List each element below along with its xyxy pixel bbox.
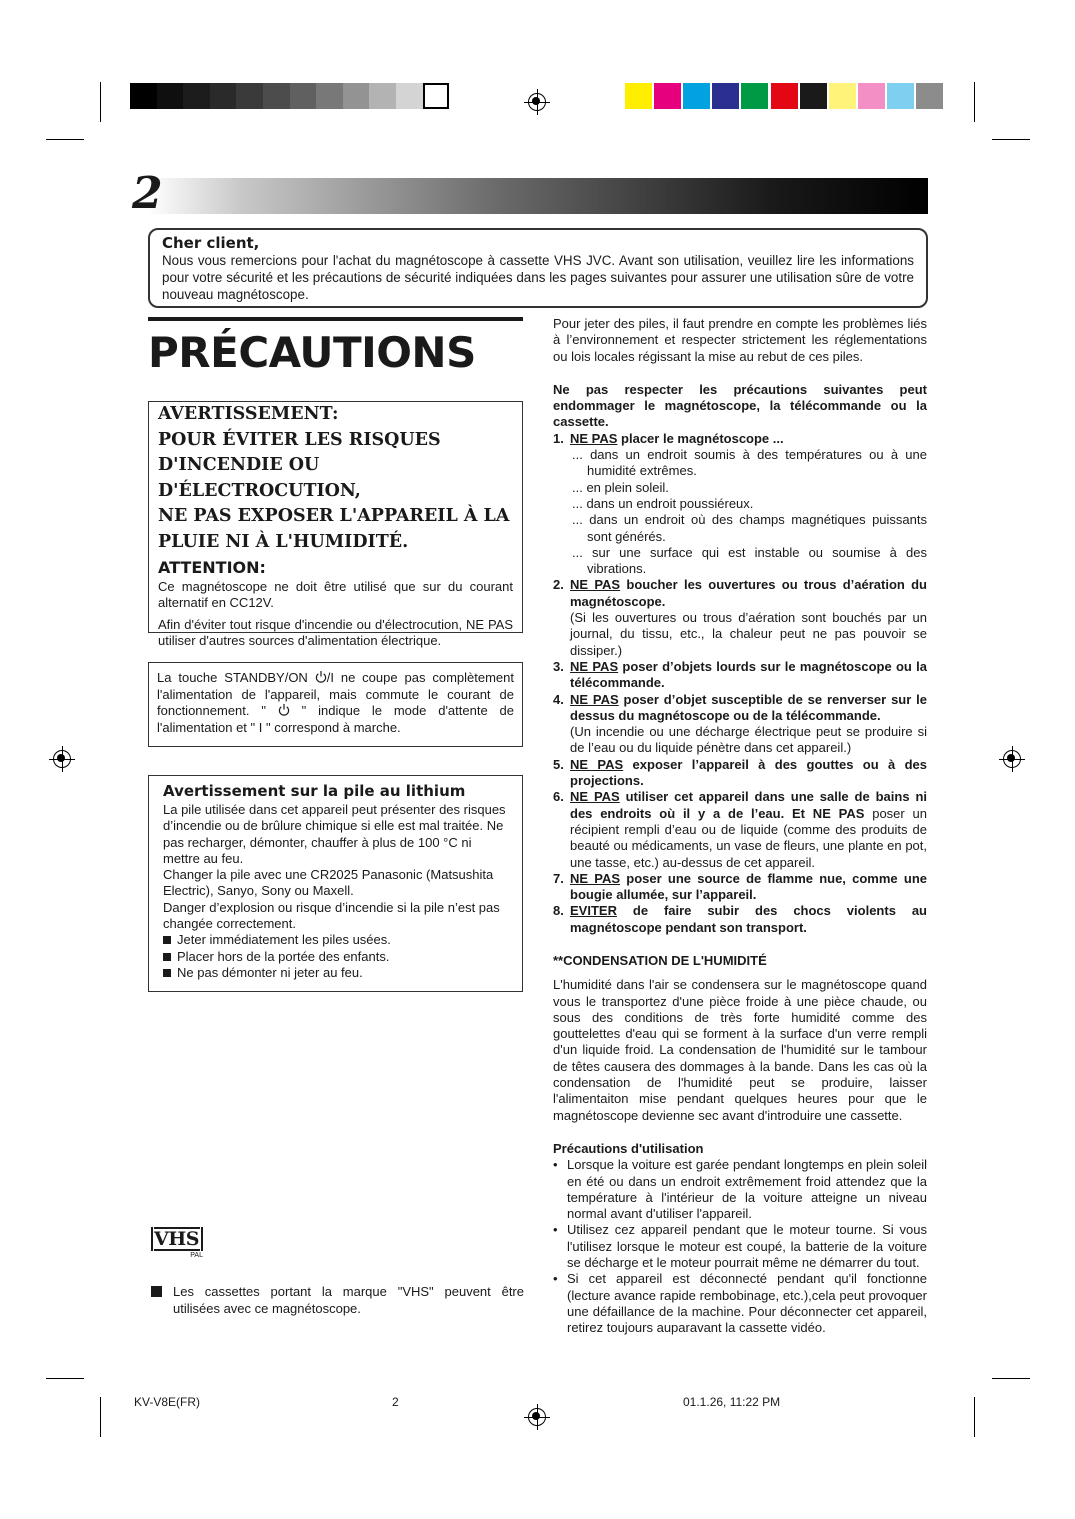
color-swatch [396,83,423,109]
registration-mark-icon [999,746,1025,772]
attention-text: Ce magnétoscope ne doit être utilisé que sur du courant alternatif en CC12V. [158,578,513,610]
color-swatch [741,83,768,109]
warning-box [148,401,523,649]
color-swatch [316,83,343,109]
warning-line: AVERTISSEMENT: [158,404,339,424]
footer-page: 2 [392,1395,399,1409]
ne-pas-label: NE PAS [570,658,619,674]
list-item [553,431,927,447]
ne-pas-label: NE PAS [570,789,620,805]
color-swatch [290,83,317,109]
list-item [553,789,927,870]
lithium-text: Danger d’explosion ou risque d’incendie si la pile n’est pas changée correctement. [163,899,500,932]
page-title: PRÉCAUTIONS [148,328,476,377]
power-icon [315,670,327,683]
bullet-square-icon [163,969,171,977]
vhs-note [151,1283,524,1318]
color-swatch [858,83,885,109]
color-swatch [800,83,827,109]
ne-pas-label: NE PAS [570,870,621,886]
list-item [553,757,927,790]
color-swatch [625,83,652,109]
color-swatch [236,83,263,109]
color-swatch [130,83,157,109]
condensation-text: L'humidité dans l'air se condensera sur le magnétoscope quand vous le transportez d'une pièce froide à une pièce chaude, ou sous des conditions de très forte humidité comme des gouttelettes d'eau qui se forment à la surface d'un verre rempli d'un liquide froid. La condensation de l'humidité sur le tambour de têtes causera des dommages à la bande. Dans les cas où la condensation de l'humidité peut se produire, laisser l'alimentaiton mise pendant quelques heures pour que le magnétoscope devienne sec avant d'introduire une cassette. [553,977,927,1123]
color-swatch [829,83,856,109]
warning-heading [158,402,513,556]
bullet-dot-icon: • [553,1222,558,1238]
list-item [553,903,927,936]
item-number: 3. [553,658,564,674]
color-swatch [210,83,237,109]
list-item-text: Lorsque la voiture est garée pendant longtemps en plein soleil en été ou dans un endroit extrêmement froid attendez que la température à l'intérieur de la voiture atteigne un niveau normal avant d'utiliser l'appareil. [567,1157,927,1222]
bullet-dot-icon: • [553,1271,558,1287]
warning-line: POUR ÉVITER LES RISQUES [158,429,441,450]
footer-file: KV-V8E(FR) [134,1395,201,1409]
color-swatch [157,83,184,109]
item-text: poser une source de flamme nue, comme une bougie allumée, sur l’appareil. [570,870,927,903]
item-note: (Si les ouvertures ou trous d’aération sont bouchés par un journal, du tissu, etc., la chaleur peut ne pas pouvoir se dissiper.) [570,610,927,658]
item-number: 1. [553,430,564,446]
eviter-label: EVITER [570,903,617,919]
intro-box [148,228,928,308]
crop-mark [974,82,975,122]
warning-line: D'INCENDIE OU D'ÉLECTROCUTION, [158,455,361,501]
lithium-title: Avertissement sur la pile au lithium [163,782,466,800]
header-gradient-band [148,178,928,214]
precautions-lead: Ne pas respecter les précautions suivantes peut endommager le magnétoscope, la télécommande ou la cassette. [553,381,927,430]
color-swatch [343,83,370,109]
lithium-text: Changer la pile avec une CR2025 Panasonic (Matsushita Electric), Sanyo, Sony ou Maxell. [163,867,494,899]
color-swatch [369,83,396,109]
item-note: (Un incendie ou une décharge électrique peut se produire si de l’eau ou du liquide pénètre dans cet appareil.) [570,724,927,756]
vhs-logo-text: VHS [154,1228,199,1250]
sub-item: ... en plein soleil. [572,479,669,495]
lithium-text: La pile utilisée dans cet appareil peut présenter des risques d’incendie ou de brûlure chimique si elle est mal traitée. Ne pas recharger, démonter, chauffer à plus de 100 °C ni mettre au feu. [163,802,506,866]
vhs-logo-sub: PAL [190,1252,203,1259]
bullet-square-icon [151,1286,162,1297]
crop-mark [992,139,1030,140]
bullet-square-icon [163,953,171,961]
item-number: 4. [553,691,564,707]
ne-pas-label: NE PAS [570,577,621,593]
list-item [553,692,927,725]
crop-mark [46,1378,84,1379]
registration-mark-icon [524,89,550,115]
item-number: 6. [553,789,564,805]
sub-item: ... dans un endroit poussiéreux. [572,495,754,511]
footer-date: 01.1.26, 11:22 PM [683,1395,781,1409]
standby-text [157,670,514,736]
usage-title: Précautions d'utilisation [553,1140,704,1156]
item-number: 5. [553,756,564,772]
warning-line: NE PAS EXPOSER L'APPAREIL À LA [158,506,510,527]
color-swatch [683,83,710,109]
ne-pas-label: NE PAS [570,430,618,446]
list-item-text: Si cet appareil est déconnecté pendant qu'il fonctionne (lecture avance rapide rembobinage, etc.),cela peut provoquer une défaillance de la machine. Pour déconnecter cet appareil, retirez toujours auparavant la cassette vidéo. [567,1271,927,1336]
list-item [163,932,508,948]
warning-line: PLUIE NI À L'HUMIDITÉ. [158,531,409,552]
item-text: placer le magnétoscope ... [617,430,784,446]
intro-text: Nous vous remercions pour l'achat du magnétoscope à cassette VHS JVC. Avant son utilisation, veuillez lire les informations pour votre sécurité et les précautions de sécurité indiquées dans les pages suivantes pour assurer une utilisation sûre de votre nouveau magnétoscope. [162,253,914,302]
attention-title: ATTENTION: [158,557,266,577]
right-column [553,316,927,1337]
list-item [553,1222,927,1271]
standby-box [148,662,523,747]
item-text: exposer l’appareil à des gouttes ou à des projections. [570,756,928,789]
color-swatch [423,83,450,109]
color-swatch [887,83,914,109]
color-swatch [263,83,290,109]
standby-text-part: " indique le mode d'attente de l'alimentation et " I " correspond à marche. [157,703,514,735]
lithium-box [148,775,523,992]
sub-item: ... dans un endroit où des champs magnétiques puissants sont générés. [572,512,927,544]
bullet-square-icon [163,936,171,944]
crop-mark [100,82,101,122]
intro-title: Cher client, [162,234,260,252]
color-swatch [916,83,943,109]
item-text: poser un récipient rempli d’eau ou de liquide (comme des produits de beauté ou médicaments, un vase de fleurs, une plante en pot, une tasse, etc.) au-dessus de cet appareil. [570,805,927,870]
power-icon [278,703,290,716]
attention-text: Afin d'éviter tout risque d'incendie ou d'électrocution, NE PAS utiliser d'autres sources d'alimentation électrique. [158,617,513,649]
crop-mark [100,1397,101,1437]
list-item [553,577,927,610]
item-text: utiliser cet appareil dans une salle de bains ni des endroits où il y a de l’eau. Et NE PAS [570,789,927,821]
battery-disposal-text: Pour jeter des piles, il faut prendre en compte les problèmes liés à l’environnement et respecter strictement les réglementations ou lois locales régissant la mise au rebut de ces piles. [553,316,927,364]
item-text: poser d’objet susceptible de se renverser sur le dessus du magnétoscope ou de la télécommande. [570,691,928,723]
ne-pas-label: NE PAS [570,756,624,772]
list-item-text: Utilisez cez appareil pendant que le moteur tourne. Si vous l'utilisez lorsque le moteur est coupé, la batterie de la voiture se décharge et le moteur pourrait même ne démarrer du tout. [567,1222,927,1271]
crop-mark [974,1397,975,1437]
standby-text-part: /I ne coupe pas complètement l'alimentation de l'appareil, mais commute le courant de fonctionnement. " [157,670,514,718]
bullet-dot-icon: • [553,1157,558,1173]
item-number: 7. [553,870,564,886]
item-number: 2. [553,577,564,593]
item-text: poser d’objets lourds sur le magnétoscope ou la télécommande. [570,658,927,691]
page-number-badge: 2 [132,168,163,219]
ne-pas-label: NE PAS [570,691,619,707]
title-rule [148,317,523,321]
vhs-logo [151,1227,203,1261]
sub-item: ... sur une surface qui est instable ou soumise à des vibrations. [572,544,927,577]
registration-mark-icon [49,746,75,772]
vhs-note-text: Les cassettes portant la marque "VHS" peuvent être utilisées avec ce magnétoscope. [173,1284,524,1317]
list-item [553,1271,927,1336]
registration-mark-icon [524,1404,550,1430]
sub-item: ... dans un endroit soumis à des températures ou à une humidité extrêmes. [572,447,927,479]
color-swatch [712,83,739,109]
list-item-text: Ne pas démonter ni jeter au feu. [177,964,363,980]
item-number: 8. [553,903,564,919]
list-item [553,871,927,904]
list-item [163,965,508,981]
list-item-text: Placer hors de la portée des enfants. [177,948,390,964]
list-item [553,659,927,692]
item-text: boucher les ouvertures ou trous d’aération du magnétoscope. [570,577,928,609]
sub-list [553,447,927,577]
color-swatch [654,83,681,109]
condensation-title: **CONDENSATION DE L'HUMIDITÉ [553,952,767,968]
color-swatch [183,83,210,109]
list-item [163,949,508,965]
crop-mark [992,1378,1030,1379]
color-swatch [771,83,798,109]
item-text: de faire subir des chocs violents au magnétoscope pendant son transport. [570,903,927,935]
list-item-text: Jeter immédiatement les piles usées. [177,932,391,948]
standby-text-part: La touche STANDBY/ON [157,670,315,685]
list-item [553,1157,927,1222]
crop-mark [46,139,84,140]
